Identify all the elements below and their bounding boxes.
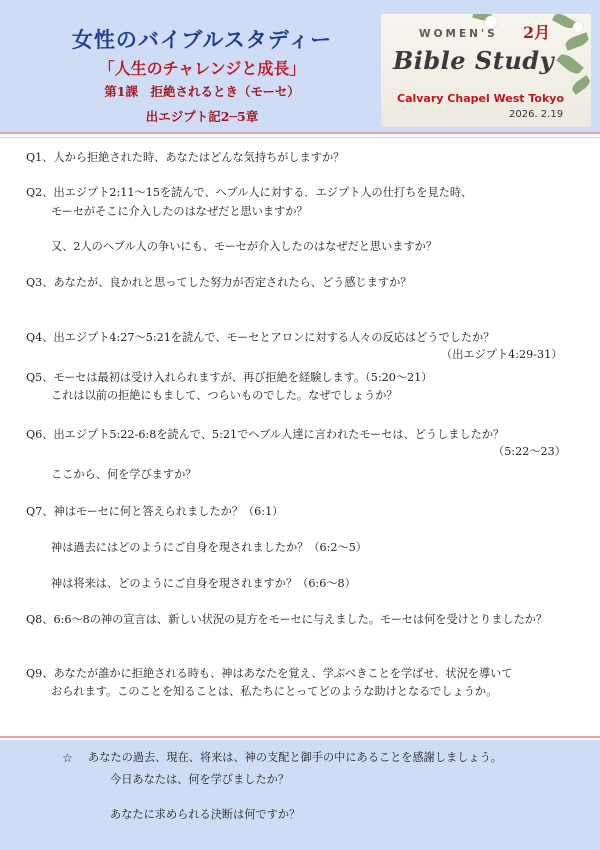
question-q6-ref: （5:22〜23） — [493, 445, 566, 458]
question-q3: Q3、あなたが、良かれと思ってした努力が否定されたら、どう感じますか？ — [26, 276, 412, 289]
leaf-decoration — [570, 75, 591, 95]
banner-bible-study-text: Bible Study — [393, 46, 555, 75]
question-q2-cont: モーセがそこに介入したのはなぜだと思いますか？ — [51, 205, 308, 218]
footer-divider — [0, 736, 600, 738]
question-q7-past: 神は過去にはどのようにご自身を現されましたか？（6:2〜5） — [51, 541, 367, 554]
question-q2-followup: 又、2人のヘブル人の争いにも、モーセが介入したのはなぜだと思いますか？ — [51, 240, 438, 253]
question-q4: Q4、出エジプト4:27〜5:21を読んで、モーセとアロンに対する人々の反応はどうでしたか？ — [26, 331, 495, 344]
banner-church-name: Calvary Chapel West Tokyo — [397, 92, 565, 105]
bible-study-banner — [381, 14, 591, 127]
question-q9-cont: おられます。このことを知ることは、私たちにとってどのような助けとなるでしょうか。 — [51, 685, 498, 698]
banner-month: 2月 — [523, 23, 551, 42]
banner-womens-text: WOMEN'S — [419, 28, 498, 40]
banner-date: 2026. 2.19 — [509, 109, 564, 120]
question-q1: Q1、人から拒絶された時、あなたはどんな気持ちがしますか？ — [26, 151, 345, 164]
leaf-decoration — [556, 51, 584, 77]
question-q4-ref: （出エジプト4:29-31） — [441, 348, 563, 361]
question-q6-followup: ここから、何を学びますか？ — [51, 468, 197, 481]
question-q7-future: 神は将来は、どのようにご自身を現されますか？（6:6〜8） — [51, 577, 356, 590]
lesson-title: 第1課 拒絶されるとき（モーセ） — [104, 84, 300, 99]
question-q8: Q8、6:6〜8の神の宣言は、新しい状況の見方をモーセに与えました。モーセは何を受けとりましたか？ — [26, 613, 548, 626]
series-subtitle: 「人生のチャレンジと成長」 — [98, 59, 306, 78]
flower-decoration — [485, 16, 497, 28]
footer-reflection: 今日あなたは、何を学びましたか？ — [110, 773, 290, 786]
flower-decoration — [573, 22, 583, 32]
page-title: 女性のバイブルスタディー — [71, 28, 333, 52]
star-icon: ☆ — [62, 751, 73, 765]
footer-thanks: あなたの過去、現在、将来は、神の支配と御手の中にあることを感謝しましょう。 — [88, 751, 502, 764]
header-divider — [0, 132, 600, 134]
footer-decision: あなたに求められる決断は何ですか？ — [110, 808, 301, 821]
question-q9: Q9、あなたが誰かに拒絶される時も、神はあなたを覚え、学ぶべきことを学ばせ、状況を導いて — [26, 667, 513, 680]
question-q2: Q2、出エジプト2:11〜15を読んで、ヘブル人に対する．エジプト人の仕打ちを見た時、 — [26, 186, 473, 199]
scripture-passage: 出エジプト記2─5章 — [145, 109, 259, 124]
header-divider-thin — [0, 137, 600, 138]
question-q5: Q5、モーセは最初は受け入れられますが、再び拒絶を経験します。（5:20〜21） — [26, 371, 433, 384]
question-q7: Q7、神はモーセに何と答えられましたか？（6:1） — [26, 505, 284, 518]
leaf-decoration — [564, 32, 590, 51]
question-q5-cont: これは以前の拒絶にもまして、つらいものでした。なぜでしょうか？ — [51, 389, 398, 402]
question-q6: Q6、出エジプト5:22-6:8を読んで、5:21でヘブル人達に言われたモーセは、どうしましたか？ — [26, 428, 505, 441]
